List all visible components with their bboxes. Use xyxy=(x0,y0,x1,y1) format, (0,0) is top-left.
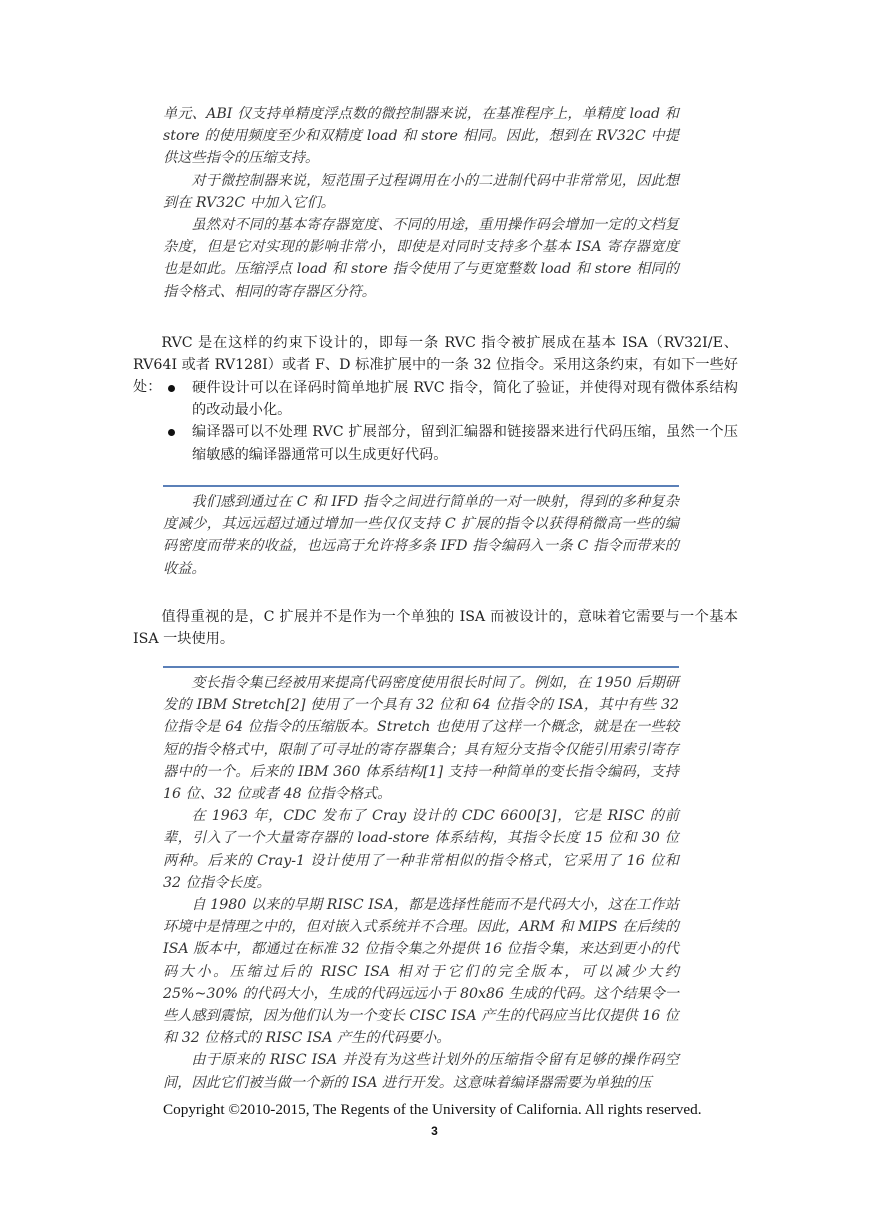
commentary-paragraph: 自 1980 以来的早期 RISC ISA，都是选择性能而不是代码大小，这在工作站环境中是情理之中的，但对嵌入式系统并不合理。因此，ARM 和 MIPS 在后续的 ISA 版本中，都通过在标准 32 位指令集之外提供 16 位指令集，来达到更小的代码大小。压缩过后的 RISC ISA 相对于它们的完全版本，可以减少大约 25%~30% 的代码大小，生成的代码远远小于 80x86 生成的代码。这个结果令一些人感到震惊，因为他们认为一个变长 CISC ISA 产生的代码应当比仅提供 16 位和 32 位格式的 RISC ISA 产生的代码要小。 xyxy=(163,897,679,1047)
body-paragraph: RVC 是在这样的约束下设计的，即每一条 RVC 指令被扩展成在基本 ISA（RV32I/E、RV64I 或者 RV128I）或者 F、D 标准扩展中的一条 32 位指令。采用这条约束，有如下一些好处： xyxy=(133,335,738,396)
page-number: 3 xyxy=(431,1124,438,1138)
copyright-footer: Copyright ©2010-2015, The Regents of the University of California. All rights reserved. xyxy=(163,1101,702,1118)
commentary-paragraph: 在 1963 年，CDC 发布了 Cray 设计的 CDC 6600[3]，它是 RISC 的前辈，引入了一个大量寄存器的 load-store 体系结构，其指令长度 15 位和 30 位两种。后来的 Cray-1 设计使用了一种非常相似的指令格式，它采用了 16 位和 32 位指令长度。 xyxy=(163,808,679,891)
commentary-paragraph: 变长指令集已经被用来提高代码密度使用很长时间了。例如，在 1950 后期研发的 IBM Stretch[2] 使用了一个具有 32 位和 64 位指令的 ISA，其中有些 32 位指令是 64 位指令的压缩版本。Stretch 也使用了这样一个概念，就是在一些较短的指令格式中，限制了可寻址的寄存器集合；具有短分支指令仅能引用索引寄存器中的一个。后来的 IBM 360 体系结构[1] 支持一种简单的变长指令编码，支持 16 位、32 位或者 48 位指令格式。 xyxy=(163,675,679,803)
bullet-item xyxy=(133,377,738,421)
bullet-item xyxy=(133,421,738,465)
body-paragraph-2 xyxy=(133,606,738,650)
bullet-text: 硬件设计可以在译码时简单地扩展 RVC 指令，简化了验证，并使得对现有微体系结构的改动最小化。 xyxy=(192,380,738,419)
bullet-dot-icon xyxy=(168,429,175,436)
commentary-paragraph: 虽然对不同的基本寄存器宽度、不同的用途，重用操作码会增加一定的文档复杂度，但是它对实现的影响非常小，即使是对同时支持多个基本 ISA 寄存器宽度也是如此。压缩浮点 load 和 store 指令使用了与更宽整数 load 和 store 相同的指令格式、相同的寄存器区分符。 xyxy=(163,217,679,300)
commentary-paragraph: 由于原来的 RISC ISA 并没有为这些计划外的压缩指令留有足够的操作码空间，因此它们被当做一个新的 ISA 进行开发。这意味着编译器需要为单独的压 xyxy=(163,1052,679,1091)
bullet-text: 编译器可以不处理 RVC 扩展部分，留到汇编器和链接器来进行代码压缩，虽然一个压缩敏感的编译器通常可以生成更好代码。 xyxy=(192,424,738,463)
commentary-divider xyxy=(163,485,679,487)
commentary-paragraph: 对于微控制器来说，短范围子过程调用在小的二进制代码中非常常见，因此想到在 RV32C 中加入它们。 xyxy=(163,172,679,211)
commentary-paragraph: 我们感到通过在 C 和 IFD 指令之间进行简单的一对一映射，得到的多种复杂度减少，其远远超过通过增加一些仅仅支持 C 扩展的指令以获得稍微高一些的编码密度而带来的收益，也远高于允许将多条 IFD 指令编码入一条 C 指令而带来的收益。 xyxy=(163,494,679,577)
commentary-block-3 xyxy=(163,672,679,1094)
bullet-dot-icon xyxy=(168,385,175,392)
bullet-list xyxy=(133,377,738,466)
commentary-block-2 xyxy=(163,491,679,580)
commentary-divider xyxy=(163,666,679,668)
commentary-paragraph: 单元、ABI 仅支持单精度浮点数的微控制器来说，在基准程序上，单精度 load 和 store 的使用频度至少和双精度 load 和 store 相同。因此，想到在 RV32C 中提供这些指令的压缩支持。 xyxy=(163,106,679,167)
body-paragraph: 值得重视的是，C 扩展并不是作为一个单独的 ISA 而被设计的，意味着它需要与一个基本 ISA 一块使用。 xyxy=(133,609,738,648)
commentary-block-1 xyxy=(163,103,679,303)
